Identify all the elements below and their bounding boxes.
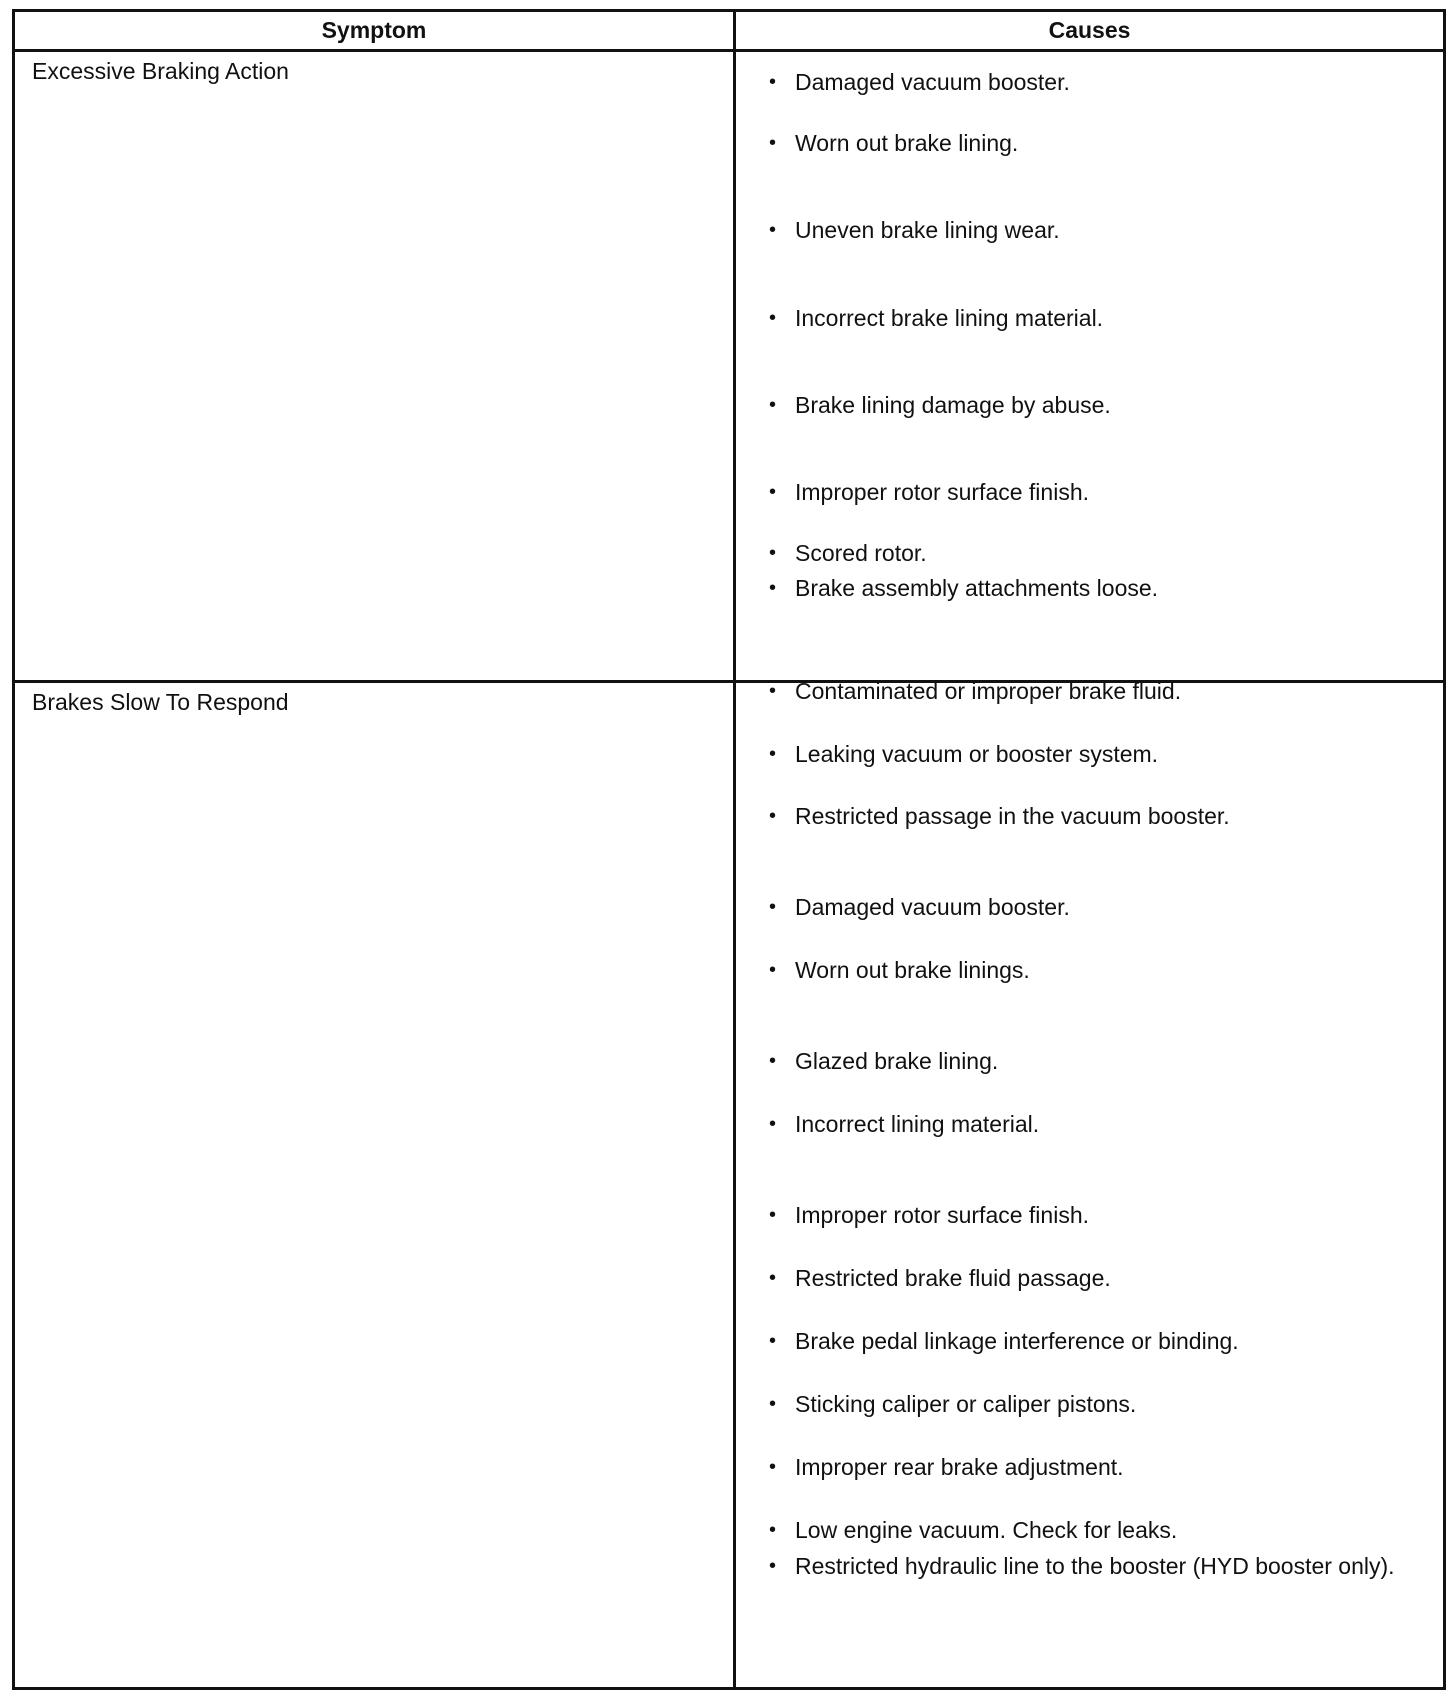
cause-text: Low engine vacuum. Check for leaks. (795, 1517, 1178, 1543)
bullet-icon: • (769, 1555, 777, 1577)
bullet-icon: • (769, 959, 777, 981)
cause-text: Brake lining damage by abuse. (795, 392, 1111, 418)
bullet-icon: • (769, 394, 777, 416)
bullet-icon: • (769, 542, 777, 564)
symptom-cause-table (12, 9, 1446, 1690)
cause-item (769, 740, 1415, 768)
cause-item (769, 1390, 1415, 1418)
cause-item (769, 1516, 1415, 1544)
bullet-icon: • (769, 1330, 777, 1352)
cause-text: Worn out brake linings. (795, 957, 1030, 983)
bullet-icon: • (769, 1456, 777, 1478)
cause-item (769, 129, 1415, 157)
symptom-cell: Brakes Slow To Respond (32, 689, 289, 715)
cause-item (769, 1201, 1415, 1229)
cause-text: Brake pedal linkage interference or binding. (795, 1328, 1239, 1354)
header-symptom: Symptom (321, 17, 427, 43)
bullet-icon: • (769, 577, 777, 599)
bullet-icon: • (769, 132, 777, 154)
cause-text: Contaminated or improper brake fluid. (795, 678, 1182, 704)
bullet-icon: • (769, 481, 777, 503)
bullet-icon: • (769, 71, 777, 93)
cause-text: Brake assembly attachments loose. (795, 575, 1159, 601)
cause-item (769, 304, 1415, 332)
bullet-icon: • (769, 1204, 777, 1226)
cause-text: Incorrect brake lining material. (795, 305, 1104, 331)
cause-text: Improper rear brake adjustment. (795, 1454, 1124, 1480)
bullet-icon: • (769, 219, 777, 241)
bullet-icon: • (769, 1267, 777, 1289)
bullet-icon: • (769, 680, 777, 702)
bullet-icon: • (769, 1113, 777, 1135)
column-divider (733, 12, 736, 1687)
cause-text: Scored rotor. (795, 540, 927, 566)
cause-text: Restricted brake fluid passage. (795, 1265, 1111, 1291)
header-divider (15, 49, 1443, 52)
bullet-icon: • (769, 1519, 777, 1541)
bullet-icon: • (769, 307, 777, 329)
cause-item (769, 1552, 1415, 1580)
cause-item (769, 574, 1415, 602)
cause-item (769, 216, 1415, 244)
cause-item (769, 956, 1415, 984)
bullet-icon: • (769, 1050, 777, 1072)
cause-item (769, 677, 1415, 705)
cause-item (769, 1047, 1415, 1075)
cause-item (769, 1264, 1415, 1292)
cause-item (769, 68, 1415, 96)
cause-item (769, 1453, 1415, 1481)
cause-text: Improper rotor surface finish. (795, 1202, 1090, 1228)
cause-item (769, 802, 1415, 830)
bullet-icon: • (769, 896, 777, 918)
cause-text: Incorrect lining material. (795, 1111, 1040, 1137)
cause-text: Glazed brake lining. (795, 1048, 999, 1074)
cause-text: Restricted passage in the vacuum booster. (795, 803, 1230, 829)
bullet-icon: • (769, 805, 777, 827)
cause-text: Worn out brake lining. (795, 130, 1019, 156)
cause-item (769, 1110, 1415, 1138)
bullet-icon: • (769, 743, 777, 765)
cause-item (769, 478, 1415, 506)
symptom-cell: Excessive Braking Action (32, 58, 289, 84)
cause-text: Uneven brake lining wear. (795, 217, 1060, 243)
cause-item (769, 1327, 1415, 1355)
header-causes: Causes (1048, 17, 1131, 43)
cause-item (769, 893, 1415, 921)
cause-text: Damaged vacuum booster. (795, 69, 1070, 95)
bullet-icon: • (769, 1393, 777, 1415)
cause-item (769, 539, 1415, 567)
cause-text: Restricted hydraulic line to the booster (HYD booster only). (795, 1553, 1395, 1579)
cause-text: Damaged vacuum booster. (795, 894, 1070, 920)
cause-text: Leaking vacuum or booster system. (795, 741, 1159, 767)
cause-item (769, 391, 1415, 419)
cause-text: Sticking caliper or caliper pistons. (795, 1391, 1137, 1417)
cause-text: Improper rotor surface finish. (795, 479, 1090, 505)
